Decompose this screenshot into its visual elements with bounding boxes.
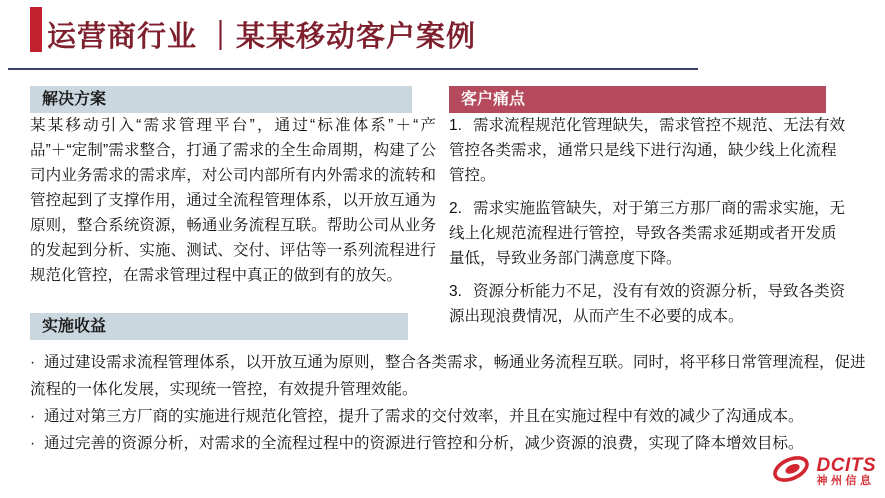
dcits-logo bbox=[769, 452, 877, 491]
benefit-text: 通过对第三方厂商的实施进行规范化管控，提升了需求的交付效率，并且在实施过程中有效的减少了沟通成本。 bbox=[44, 408, 804, 425]
logo-company-name: 神州信息 bbox=[816, 474, 875, 487]
pain-points-list bbox=[449, 113, 849, 337]
benefit-item bbox=[30, 403, 872, 430]
pain-point-text: 资源分析能力不足，没有有效的资源分析，导致各类资源出现浪费情况，从而产生不必要的成本。 bbox=[449, 283, 846, 325]
solution-body-text: 某某移动引入“需求管理平台”，通过“标准体系”＋“产品”＋“定制”需求整合，打通了需求的全生命周期，构建了公司内业务需求的需求库，对公司内部所有内外需求的流转和管控起到了支撑作用，通过全流程管理体系，以开放互通为原则，整合系统资源，畅通业务流程互联。帮助公司从业务的发起到分析、实施、测试、交付、评估等一系列流程进行规范化管控，在需求管理过程中真正的做到有的放矢。 bbox=[30, 117, 436, 284]
slide-title: 运营商行业 ｜某某移动客户案例 bbox=[47, 21, 477, 53]
bullet-marker: · bbox=[30, 435, 36, 452]
pain-point-number: 1. bbox=[449, 117, 462, 134]
bullet-marker: · bbox=[30, 354, 36, 371]
pain-point-text: 需求流程规范化管理缺失，需求管控不规范、无法有效管控各类需求，通常只是线下进行沟通，缺少线上化流程管控。 bbox=[449, 117, 846, 184]
pain-point-item bbox=[449, 279, 849, 329]
pain-point-item bbox=[449, 196, 849, 271]
logo-text-block bbox=[817, 456, 877, 487]
benefit-item bbox=[30, 430, 872, 457]
pain-point-item bbox=[449, 113, 849, 188]
benefits-section-header: 实施收益 bbox=[30, 313, 408, 340]
title-divider-line bbox=[8, 68, 698, 70]
bullet-marker: · bbox=[30, 408, 36, 425]
benefit-text: 通过完善的资源分析，对需求的全流程过程中的资源进行管控和分析，减少资源的浪费，实现了降本增效目标。 bbox=[44, 435, 804, 452]
pain-points-section-header: 客户痛点 bbox=[449, 86, 826, 113]
benefits-list bbox=[30, 349, 872, 457]
pain-point-text: 需求实施监管缺失，对于第三方那厂商的需求实施，无线上化规范流程进行管控，导致各类需求延期或者开发质量低，导致业务部门满意度下降。 bbox=[449, 200, 846, 267]
pain-point-number: 2. bbox=[449, 200, 462, 217]
title-accent-bar bbox=[30, 7, 42, 52]
benefit-item bbox=[30, 349, 872, 403]
benefit-text: 通过建设需求流程管理体系，以开放互通为原则，整合各类需求，畅通业务流程互联。同时，将平移日常管理流程，促进流程的一体化发展，实现统一管控，有效提升管理效能。 bbox=[30, 354, 866, 398]
solution-section-header: 解决方案 bbox=[30, 86, 412, 113]
logo-swirl-icon bbox=[769, 452, 813, 491]
logo-wordmark: DCITS bbox=[816, 454, 876, 476]
pain-point-number: 3. bbox=[449, 283, 462, 300]
